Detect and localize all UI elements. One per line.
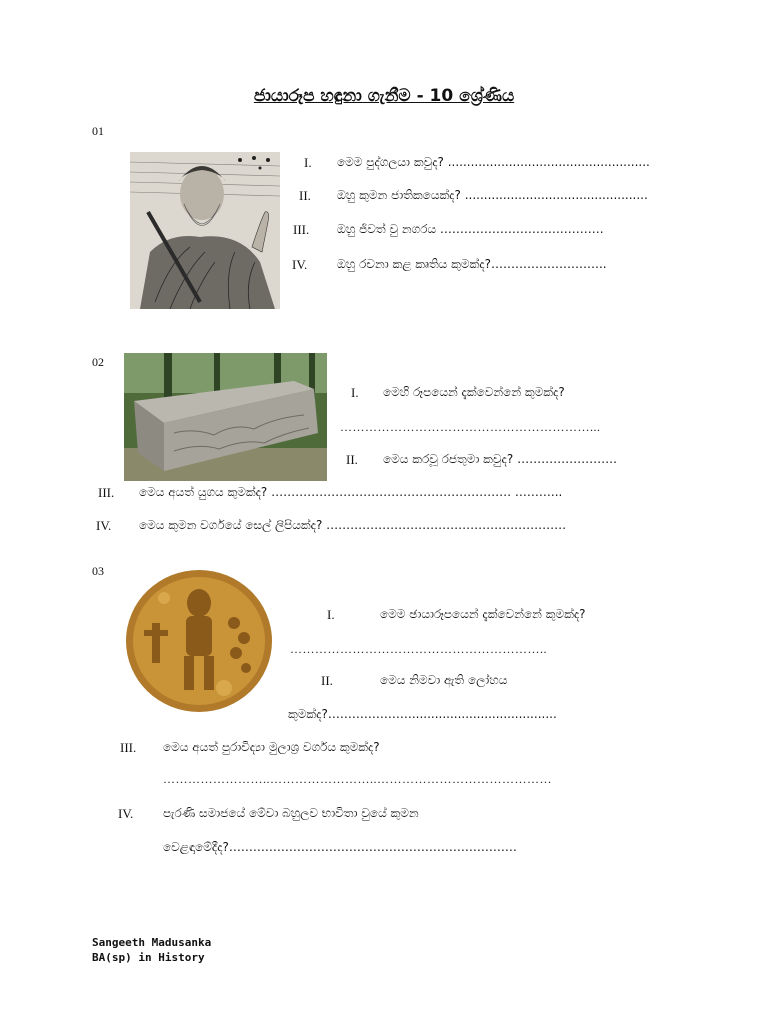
coin-icon (124, 568, 274, 714)
s1-question-2: ඔහු කුමන ජාතිකයෙක්ද? ................................................ (337, 188, 648, 202)
s1-roman-3: III. (293, 222, 310, 237)
s3-roman-3: III. (120, 740, 137, 755)
author-degree: BA(sp) in History (92, 951, 205, 964)
s2-roman-4: IV. (96, 518, 112, 533)
s3-question-4-continued: වෙළඳාමේදීද?……………………………………………………………… (163, 840, 517, 854)
s3-answer-line-1: …………………………………………………….. (290, 642, 547, 656)
s2-question-2: මෙය කරවූ රජතුමා කවුද? ……………………. (383, 452, 617, 466)
section-number-02: 02 (92, 355, 104, 369)
s3-question-2-continued: කුමක්ද?…………………...................................... (288, 707, 557, 721)
s2-answer-line-1: ……………………………………………………... (340, 420, 601, 434)
s2-question-3: මෙය අයත් යුගය කුමක්ද? …………………………………………………… ………... (139, 485, 563, 499)
s3-question-3: මෙය අයත් පුරාවිද්‍යා මුලාශ්‍ර වර්ගය කුමක්ද? (163, 740, 380, 754)
portrait-engraving-icon (130, 152, 280, 309)
section-number-01: 01 (92, 124, 104, 138)
s2-roman-2: II. (346, 452, 358, 467)
section-number-03: 03 (92, 564, 104, 578)
s3-question-4: පැරණි සමාජයේ මේවා බහුලව භාවිතා වුයේ කුමන (163, 806, 419, 820)
s3-roman-2: II. (321, 673, 333, 688)
s2-question-4: මෙය කුමන වර්ගයේ සෙල් ලිපියක්ද? …………………………………………………… (139, 518, 567, 532)
s1-roman-4: IV. (292, 257, 308, 272)
s2-question-1: මෙහි රූපයෙන් දැක්වෙන්නේ කුමක්ද? (383, 385, 565, 399)
s3-roman-1: I. (327, 607, 335, 622)
s3-answer-line-3: ……………………..……………………..…………………………………… (163, 772, 552, 786)
s1-roman-2: II. (299, 188, 311, 203)
s3-roman-4: IV. (118, 806, 134, 821)
portrait-engraving-image (130, 152, 280, 309)
s1-question-3: ඔහු ජිවත් වු නගරය ………………………….………. (337, 222, 604, 236)
author-name: Sangeeth Madusanka (92, 936, 212, 949)
s2-roman-1: I. (351, 385, 359, 400)
s1-question-1: මෙම පුද්ගලයා කවුද? ..................................................... (337, 155, 650, 169)
s1-roman-1: I. (304, 155, 312, 170)
gold-coin-image (124, 568, 274, 714)
s2-roman-3: III. (98, 485, 115, 500)
s3-question-2: මෙය නිමවා ඇති ලෝහය (380, 673, 508, 687)
page-title: ජායාරූප හඳුනා ගැනීම - 10 ශ්‍රේණිය (253, 86, 515, 106)
stone-slab-icon (124, 353, 327, 481)
s3-question-1: මෙම ඡායාරූපයෙන් දැක්වෙන්නේ කුමක්ද? (380, 607, 586, 621)
stone-slab-inscription-image (124, 353, 327, 481)
s1-question-4: ඔහු රචනා කළ කෘතිය කුමක්ද?……………………….. (337, 257, 607, 271)
